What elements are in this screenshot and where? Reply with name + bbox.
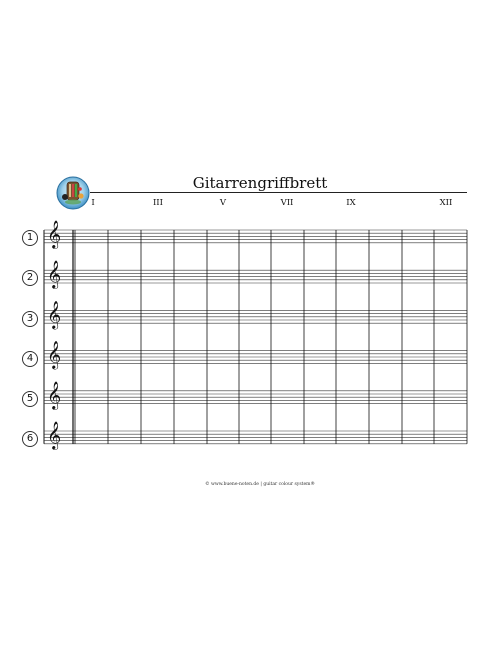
fret-label-1: I [91, 198, 95, 208]
string-label-4: 4 [22, 351, 38, 367]
page-title: Gitarrengriffbrett [192, 174, 328, 192]
treble-clef-icon: 𝄞 [47, 300, 62, 329]
string-label-1: 1 [22, 230, 38, 246]
string-label-3: 3 [22, 311, 38, 327]
fret-label-3: III [152, 198, 164, 208]
fret-label-5: V [219, 198, 227, 208]
string-label-6: 6 [22, 431, 38, 447]
treble-clef-icon: 𝄞 [47, 260, 62, 289]
fret-label-7: VII [280, 198, 294, 208]
string-label-5: 5 [22, 391, 38, 407]
footer-copyright: © www.buene-noten.de | guitar colour system® [205, 482, 315, 487]
treble-clef-icon: 𝄞 [47, 380, 62, 409]
treble-clef-icon: 𝄞 [47, 421, 62, 449]
string-label-2: 2 [22, 270, 38, 286]
fret-label-12: XII [439, 198, 453, 208]
treble-clef-icon: 𝄞 [47, 220, 62, 248]
treble-clef-icon: 𝄞 [47, 340, 62, 369]
fret-label-9: IX [346, 198, 356, 208]
